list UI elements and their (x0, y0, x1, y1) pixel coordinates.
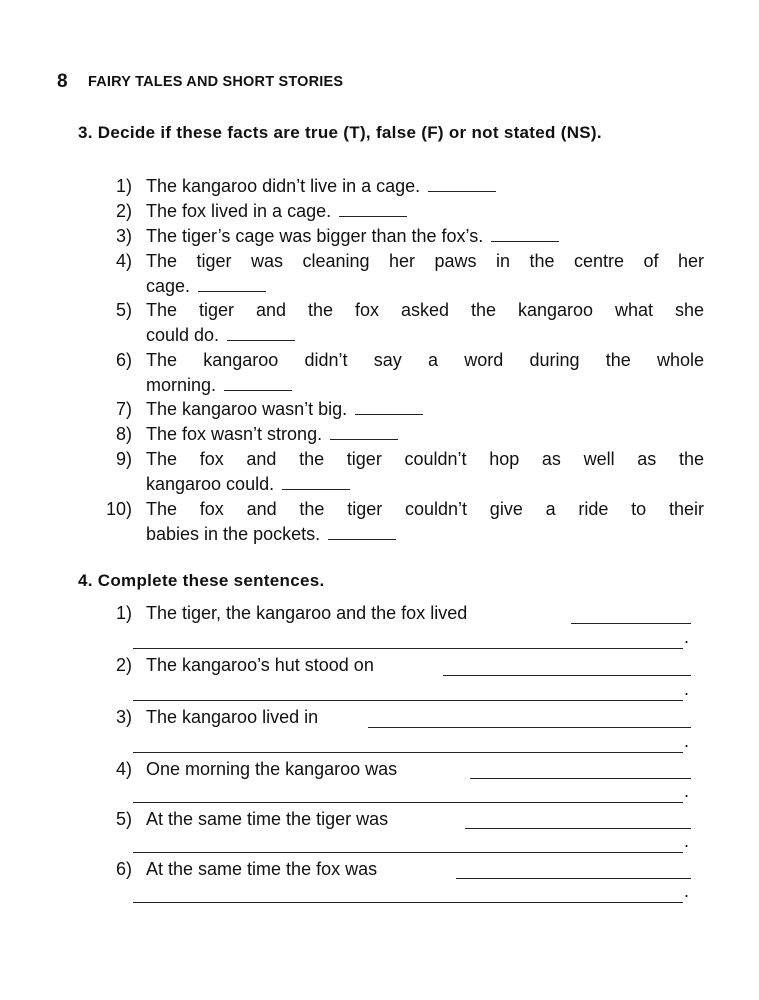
item-text: The tiger’s cage was bigger than the fox’s. (146, 226, 484, 246)
item-text: The fox wasn’t strong. (146, 424, 323, 444)
answer-blank[interactable] (339, 215, 407, 217)
sentence-stem: At the same time the fox was (146, 859, 378, 879)
period: . (684, 627, 690, 647)
answer-line[interactable] (470, 778, 691, 779)
item-number: 8) (115, 424, 132, 444)
answer-blank[interactable] (224, 389, 292, 391)
answer-blank[interactable] (282, 488, 350, 490)
answer-line[interactable] (456, 878, 691, 879)
answer-blank[interactable] (198, 290, 266, 292)
sentence-stem: The kangaroo lived in (146, 707, 319, 727)
page-number: 8 (57, 71, 68, 92)
answer-blank[interactable] (227, 339, 295, 341)
answer-blank[interactable] (428, 190, 496, 192)
answer-line[interactable] (133, 648, 683, 649)
period: . (684, 881, 690, 901)
item-number: 6) (115, 859, 132, 879)
answer-line[interactable] (133, 700, 683, 701)
item-text-line1: The tiger and the fox asked the kangaroo what she (146, 300, 704, 320)
item-text-line2: cage. (146, 276, 191, 296)
answer-blank[interactable] (328, 538, 396, 540)
period: . (684, 731, 690, 751)
answer-line[interactable] (133, 852, 683, 853)
item-number: 4) (115, 759, 132, 779)
item-text-line1: The fox and the tiger couldn’t give a ride to their (146, 499, 704, 519)
item-number: 6) (115, 350, 132, 370)
item-text-line2: morning. (146, 375, 217, 395)
period: . (684, 831, 690, 851)
answer-blank[interactable] (355, 413, 423, 415)
period: . (684, 679, 690, 699)
item-text-line1: The kangaroo didn’t say a word during the whole (146, 350, 704, 370)
answer-line[interactable] (133, 802, 683, 803)
item-text: The kangaroo didn’t live in a cage. (146, 176, 421, 196)
item-text-line2: could do. (146, 325, 220, 345)
item-text: The fox lived in a cage. (146, 201, 332, 221)
item-number: 1) (115, 603, 132, 623)
answer-line[interactable] (368, 727, 691, 728)
exercise-3-title: 3. Decide if these facts are true (T), false (F) or not stated (NS). (78, 123, 602, 142)
sentence-stem: The tiger, the kangaroo and the fox lived (146, 603, 468, 623)
sentence-stem: One morning the kangaroo was (146, 759, 398, 779)
running-header: FAIRY TALES AND SHORT STORIES (88, 74, 344, 90)
exercise-4-title: 4. Complete these sentences. (78, 571, 325, 590)
answer-line[interactable] (133, 902, 683, 903)
answer-line[interactable] (133, 752, 683, 753)
answer-blank[interactable] (491, 240, 559, 242)
item-number: 5) (115, 300, 132, 320)
item-number: 2) (115, 655, 132, 675)
item-number: 5) (115, 809, 132, 829)
item-text: The kangaroo wasn’t big. (146, 399, 348, 419)
period: . (684, 781, 690, 801)
item-text-line1: The fox and the tiger couldn’t hop as well as the (146, 449, 704, 469)
item-number: 1) (115, 176, 132, 196)
item-number: 3) (115, 707, 132, 727)
item-number: 2) (115, 201, 132, 221)
answer-blank[interactable] (330, 438, 398, 440)
answer-line[interactable] (443, 675, 691, 676)
item-text-line2: babies in the pockets. (146, 524, 321, 544)
sentence-stem: At the same time the tiger was (146, 809, 389, 829)
item-number: 9) (115, 449, 132, 469)
item-number: 7) (115, 399, 132, 419)
item-number: 4) (115, 251, 132, 271)
item-text-line2: kangaroo could. (146, 474, 275, 494)
answer-line[interactable] (465, 828, 691, 829)
answer-line[interactable] (571, 623, 691, 624)
sentence-stem: The kangaroo’s hut stood on (146, 655, 374, 675)
item-text-line1: The tiger was cleaning her paws in the centre of her (146, 251, 704, 271)
item-number: 10) (105, 499, 132, 519)
item-number: 3) (115, 226, 132, 246)
